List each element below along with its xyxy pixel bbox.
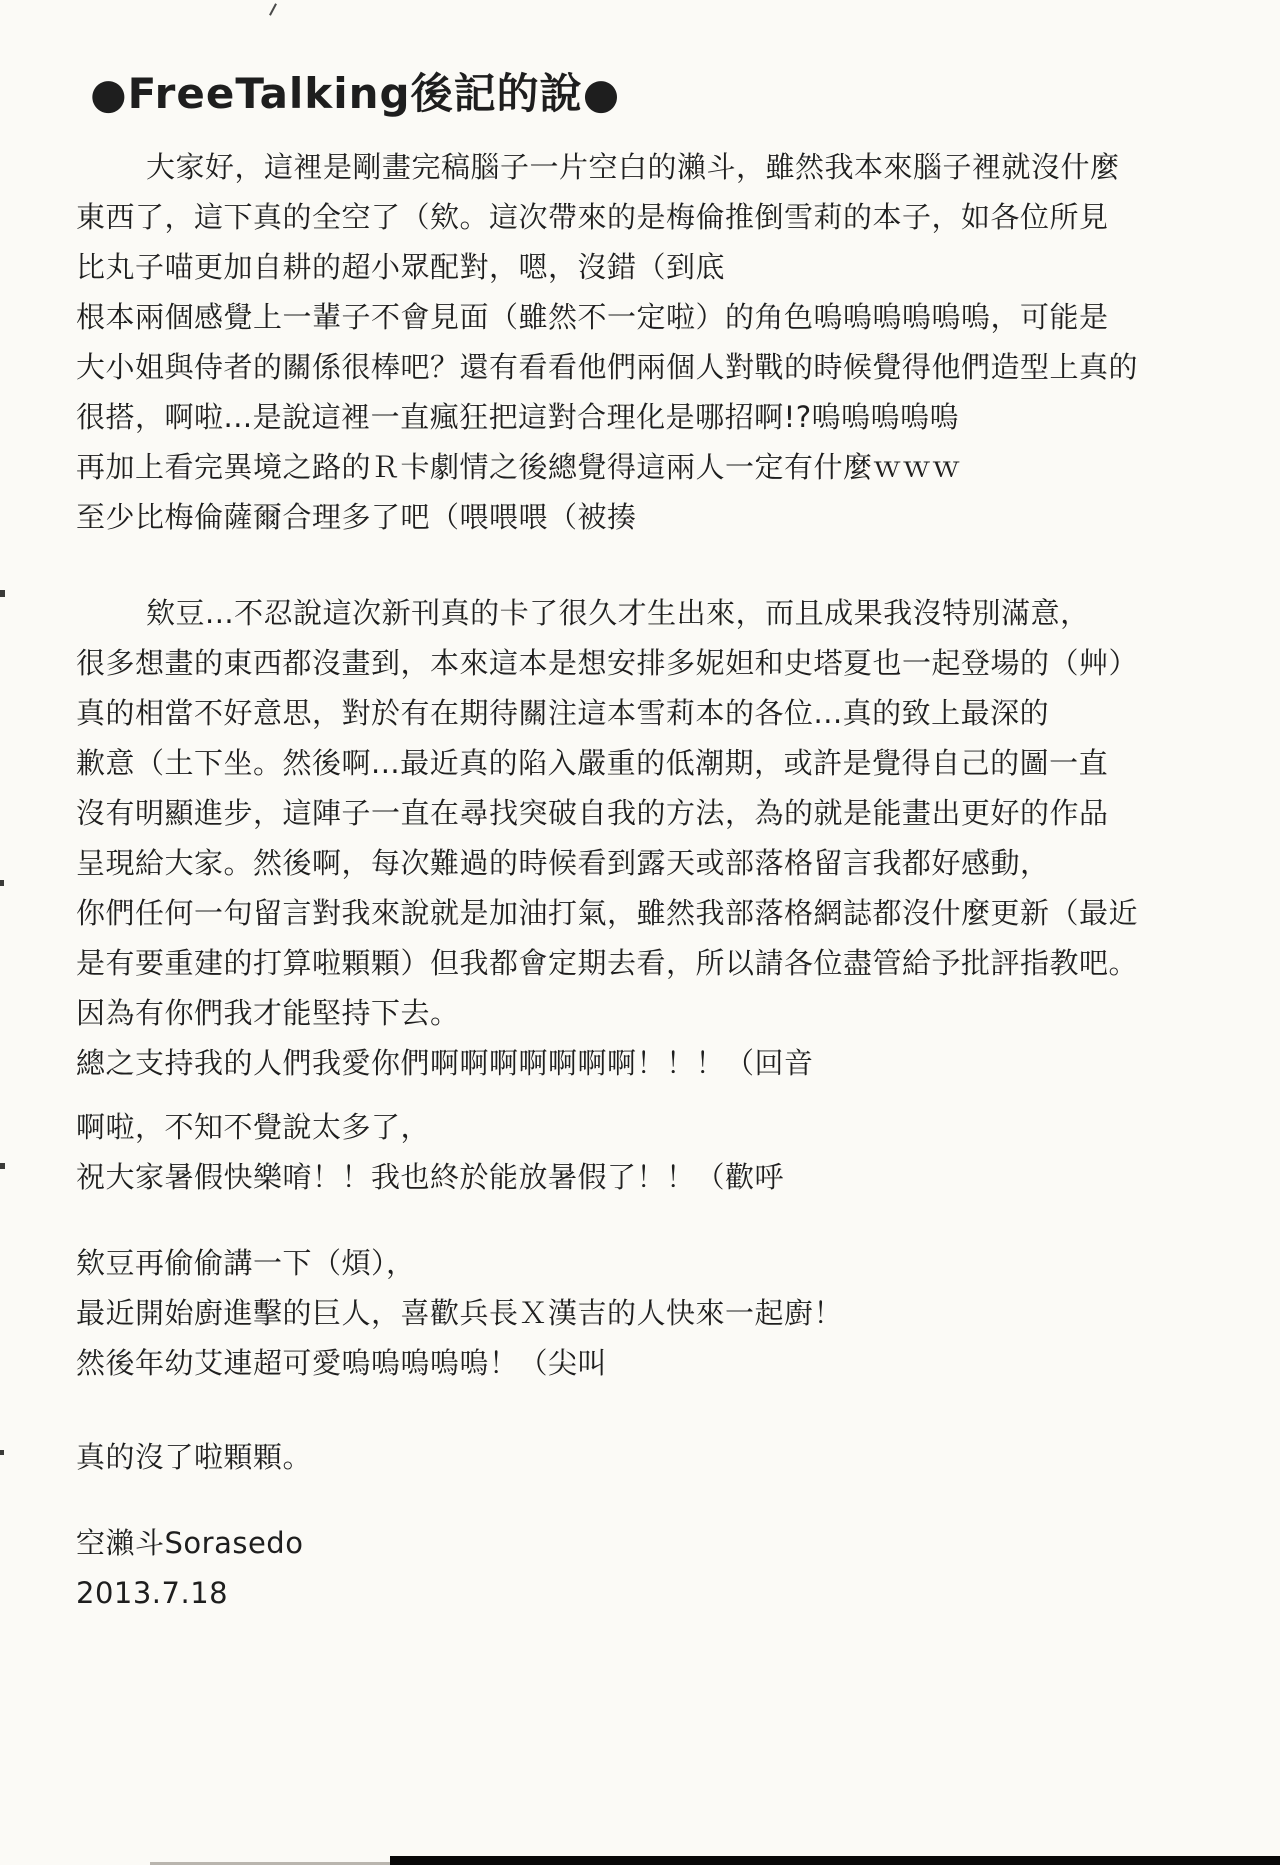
scan-artifact-speck [0,1163,5,1169]
text-line: 比丸子喵更加自耕的超小眾配對，嗯，沒錯（到底 [76,250,726,284]
author-name: 空瀨斗Sorasedo [76,1526,304,1560]
text-line: 大家好，這裡是剛畫完稿腦子一片空白的瀨斗，雖然我本來腦子裡就沒什麼 [146,150,1120,184]
text-line: 因為有你們我才能堅持下去。 [76,996,460,1030]
page-title: ●FreeTalking後記的說● [90,69,621,118]
text-line: 至少比梅倫薩爾合理多了吧（喂喂喂（被揍 [76,500,637,534]
paragraph-apology [76,588,1240,1088]
text-line: 呈現給大家。然後啊，每次難過的時候看到露天或部落格留言我都好感動， [76,846,1050,880]
text-line: 最近開始廚進擊的巨人，喜歡兵長Ｘ漢吉的人快來一起廚！ [76,1296,844,1330]
scan-artifact-bottom-edge [390,1856,1280,1865]
text-line: 歉意（土下坐。然後啊...最近真的陷入嚴重的低潮期，或許是覺得自己的圖一直 [76,746,1109,780]
paragraph-titan [76,1238,1240,1388]
text-line: 真的沒了啦顆顆。 [76,1440,313,1474]
scan-artifact-speck [0,590,5,597]
text-line: 很搭，啊啦...是說這裡一直瘋狂把這對合理化是哪招啊!?嗚嗚嗚嗚嗚 [76,400,960,434]
text-line: 東西了，這下真的全空了（欸。這次帶來的是梅倫推倒雪莉的本子，如各位所見 [76,200,1109,234]
paragraph-greeting [76,142,1240,542]
text-line: 再加上看完異境之路的Ｒ卡劇情之後總覺得這兩人一定有什麼ｗｗｗ [76,450,962,484]
text-line: 沒有明顯進步，這陣子一直在尋找突破自我的方法，為的就是能畫出更好的作品 [76,796,1109,830]
text-line: 祝大家暑假快樂唷！！我也終於能放暑假了！！（歡呼 [76,1160,785,1194]
signature-date: 2013.7.18 [76,1576,229,1610]
text-line: 你們任何一句留言對我來說就是加油打氣，雖然我部落格網誌都沒什麼更新（最近 [76,896,1139,930]
signature-block [76,1518,1240,1618]
text-line: 然後年幼艾連超可愛嗚嗚嗚嗚嗚！（尖叫 [76,1346,608,1380]
paragraph-closing [76,1432,1240,1482]
text-line: 總之支持我的人們我愛你們啊啊啊啊啊啊啊！！！（回音 [76,1046,814,1080]
text-line: 欸豆再偷偷講一下（煩）， [76,1246,416,1280]
scan-artifact-speck [0,1450,4,1455]
paragraph-summer [76,1102,1240,1202]
scan-artifact-speck [0,880,4,886]
text-line: 啊啦，不知不覺說太多了， [76,1110,431,1144]
text-line: 真的相當不好意思，對於有在期待關注這本雪莉本的各位...真的致上最深的 [76,696,1050,730]
text-line: 欸豆...不忍說這次新刊真的卡了很久才生出來，而且成果我沒特別滿意， [146,596,1090,630]
text-line: 根本兩個感覺上一輩子不會見面（雖然不一定啦）的角色嗚嗚嗚嗚嗚嗚，可能是 [76,300,1109,334]
text-line: 是有要重建的打算啦顆顆）但我都會定期去看，所以請各位盡管給予批評指教吧。 [76,946,1139,980]
text-line: 很多想畫的東西都沒畫到，本來這本是想安排多妮妲和史塔夏也一起登場的（艸） [76,646,1139,680]
text-line: 大小姐與侍者的關係很棒吧？還有看看他們兩個人對戰的時候覺得他們造型上真的 [76,350,1139,384]
